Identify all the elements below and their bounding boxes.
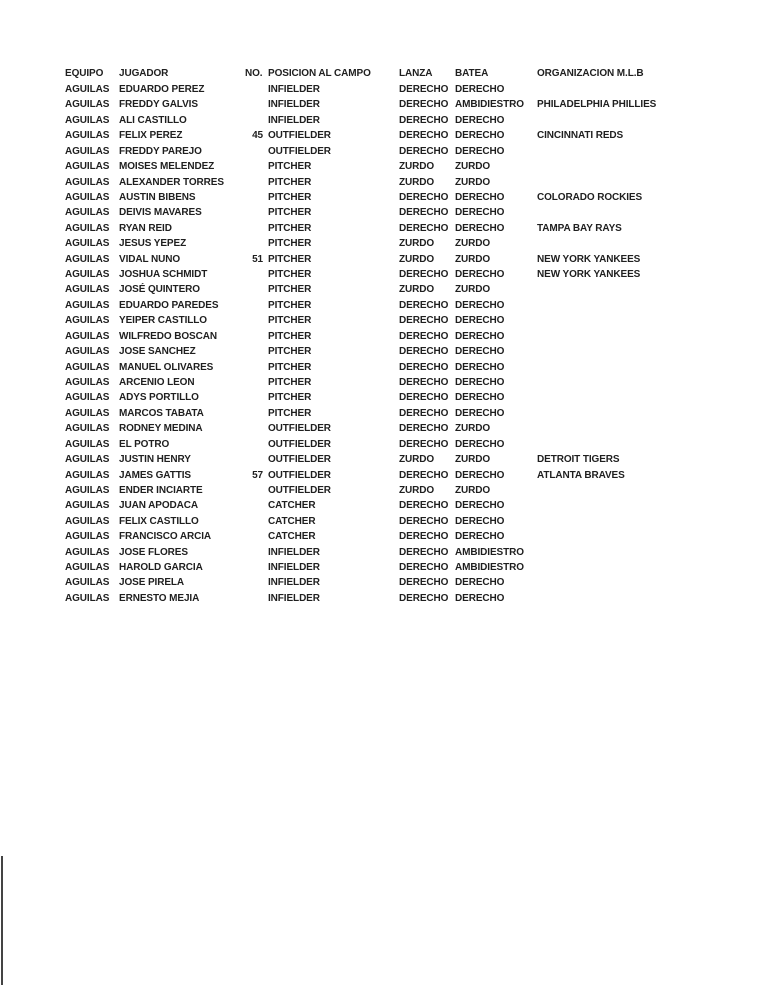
cell-jugador: EDUARDO PEREZ xyxy=(119,84,205,95)
cell-bats: DERECHO xyxy=(455,438,505,450)
cell-equipo: AGUILAS xyxy=(65,469,110,481)
cell-bats: DERECHO xyxy=(455,114,505,126)
table-row xyxy=(0,575,768,590)
column-header-batea: BATEA xyxy=(455,68,489,79)
table-row xyxy=(0,267,768,282)
cell-throws: DERECHO xyxy=(399,330,449,342)
cell-bats: AMBIDIESTRO xyxy=(455,546,524,558)
table-row xyxy=(0,437,768,452)
table-row xyxy=(0,452,768,467)
cell-bats: DERECHO xyxy=(455,84,505,95)
cell-position: INFIELDER xyxy=(268,577,320,589)
cell-throws: DERECHO xyxy=(399,546,449,558)
cell-position: PITCHER xyxy=(268,222,312,234)
cell-bats: ZURDO xyxy=(455,238,491,250)
cell-equipo: AGUILAS xyxy=(65,500,110,512)
cell-throws: DERECHO xyxy=(399,114,449,126)
cell-bats: DERECHO xyxy=(455,145,505,157)
cell-throws: ZURDO xyxy=(399,161,435,173)
cell-throws: DERECHO xyxy=(399,562,449,574)
cell-bats: DERECHO xyxy=(455,515,505,527)
cell-jugador: JESUS YEPEZ xyxy=(119,238,187,250)
cell-equipo: AGUILAS xyxy=(65,284,110,296)
cell-throws: DERECHO xyxy=(399,361,449,373)
cell-equipo: AGUILAS xyxy=(65,515,110,527)
cell-bats: DERECHO xyxy=(455,531,505,543)
cell-jugador: JOSE SANCHEZ xyxy=(119,346,196,358)
table-row xyxy=(0,529,768,544)
table-row xyxy=(0,282,768,297)
cell-jugador: WILFREDO BOSCAN xyxy=(119,330,217,342)
table-row xyxy=(0,128,768,143)
cell-number: 57 xyxy=(252,469,263,481)
cell-bats: DERECHO xyxy=(455,500,505,512)
cell-throws: DERECHO xyxy=(399,500,449,512)
cell-equipo: AGUILAS xyxy=(65,562,110,574)
cell-position: INFIELDER xyxy=(268,592,320,604)
table-row xyxy=(0,498,768,513)
cell-throws: DERECHO xyxy=(399,130,449,142)
cell-throws: DERECHO xyxy=(399,269,449,281)
cell-bats: DERECHO xyxy=(455,376,505,388)
cell-bats: DERECHO xyxy=(455,222,505,234)
table-row xyxy=(0,252,768,267)
cell-equipo: AGUILAS xyxy=(65,577,110,589)
cell-position: INFIELDER xyxy=(268,562,320,574)
cell-bats: DERECHO xyxy=(455,592,505,604)
cell-equipo: AGUILAS xyxy=(65,161,110,173)
cell-jugador: JOSE FLORES xyxy=(119,546,188,558)
cell-equipo: AGUILAS xyxy=(65,238,110,250)
cell-bats: DERECHO xyxy=(455,330,505,342)
cell-jugador: EL POTRO xyxy=(119,438,170,450)
cell-jugador: VIDAL NUNO xyxy=(119,253,181,265)
cell-organization: PHILADELPHIA PHILLIES xyxy=(537,99,657,111)
cell-throws: DERECHO xyxy=(399,407,449,419)
cell-equipo: AGUILAS xyxy=(65,222,110,234)
column-header-equipo: EQUIPO xyxy=(65,68,104,79)
cell-bats: DERECHO xyxy=(455,299,505,311)
cell-equipo: AGUILAS xyxy=(65,546,110,558)
cell-throws: DERECHO xyxy=(399,515,449,527)
cell-jugador: JUSTIN HENRY xyxy=(119,454,191,466)
cell-jugador: JOSE PIRELA xyxy=(119,577,185,589)
cell-equipo: AGUILAS xyxy=(65,407,110,419)
cell-bats: DERECHO xyxy=(455,346,505,358)
cell-bats: ZURDO xyxy=(455,161,491,173)
table-row xyxy=(0,97,768,112)
cell-equipo: AGUILAS xyxy=(65,99,110,111)
cell-throws: DERECHO xyxy=(399,469,449,481)
cell-equipo: AGUILAS xyxy=(65,191,110,203)
table-row xyxy=(0,468,768,483)
cell-bats: DERECHO xyxy=(455,407,505,419)
cell-throws: DERECHO xyxy=(399,376,449,388)
table-row xyxy=(0,560,768,575)
cell-jugador: JUAN APODACA xyxy=(119,500,198,512)
column-header-organizacion: ORGANIZACION M.L.B xyxy=(537,68,644,79)
cell-equipo: AGUILAS xyxy=(65,423,110,435)
cell-bats: ZURDO xyxy=(455,454,491,466)
cell-organization: COLORADO ROCKIES xyxy=(537,191,643,203)
table-row xyxy=(0,483,768,498)
cell-jugador: JAMES GATTIS xyxy=(119,469,191,481)
cell-bats: DERECHO xyxy=(455,392,505,404)
cell-throws: ZURDO xyxy=(399,484,435,496)
table-row xyxy=(0,236,768,251)
cell-position: OUTFIELDER xyxy=(268,484,331,496)
cell-bats: AMBIDIESTRO xyxy=(455,99,524,111)
cell-position: OUTFIELDER xyxy=(268,145,331,157)
cell-jugador: FELIX CASTILLO xyxy=(119,515,199,527)
cell-jugador: JOSHUA SCHMIDT xyxy=(119,269,208,281)
cell-bats: DERECHO xyxy=(455,469,505,481)
cell-equipo: AGUILAS xyxy=(65,531,110,543)
cell-position: OUTFIELDER xyxy=(268,469,331,481)
cell-equipo: AGUILAS xyxy=(65,269,110,281)
table-row xyxy=(0,421,768,436)
cell-jugador: RODNEY MEDINA xyxy=(119,423,203,435)
cell-position: INFIELDER xyxy=(268,99,320,111)
table-row xyxy=(0,190,768,205)
cell-position: PITCHER xyxy=(268,284,312,296)
cell-equipo: AGUILAS xyxy=(65,392,110,404)
cell-jugador: MARCOS TABATA xyxy=(119,407,204,419)
cell-throws: DERECHO xyxy=(399,222,449,234)
cell-throws: ZURDO xyxy=(399,284,435,296)
table-row xyxy=(0,298,768,313)
cell-position: PITCHER xyxy=(268,392,312,404)
cell-throws: DERECHO xyxy=(399,299,449,311)
cell-position: PITCHER xyxy=(268,361,312,373)
cell-throws: DERECHO xyxy=(399,191,449,203)
cell-equipo: AGUILAS xyxy=(65,130,110,142)
cell-organization: ATLANTA BRAVES xyxy=(537,469,625,481)
cell-number: 45 xyxy=(252,130,263,142)
cell-position: PITCHER xyxy=(268,191,312,203)
cell-position: OUTFIELDER xyxy=(268,454,331,466)
cell-organization: NEW YORK YANKEES xyxy=(537,269,641,281)
cell-jugador: HAROLD GARCIA xyxy=(119,562,203,574)
cell-organization: TAMPA BAY RAYS xyxy=(537,222,622,234)
cell-throws: ZURDO xyxy=(399,238,435,250)
cell-bats: DERECHO xyxy=(455,315,505,327)
cell-bats: DERECHO xyxy=(455,269,505,281)
cell-position: CATCHER xyxy=(268,531,316,543)
table-row xyxy=(0,221,768,236)
cell-throws: DERECHO xyxy=(399,145,449,157)
cell-jugador: FELIX PEREZ xyxy=(119,130,183,142)
column-header-jugador: JUGADOR xyxy=(119,68,169,79)
cell-equipo: AGUILAS xyxy=(65,207,110,219)
cell-position: PITCHER xyxy=(268,407,312,419)
cell-organization: DETROIT TIGERS xyxy=(537,454,620,466)
cell-equipo: AGUILAS xyxy=(65,376,110,388)
cell-organization: CINCINNATI REDS xyxy=(537,130,624,142)
cell-position: PITCHER xyxy=(268,238,312,250)
cell-position: PITCHER xyxy=(268,161,312,173)
cell-jugador: ALEXANDER TORRES xyxy=(119,176,224,188)
cell-jugador: DEIVIS MAVARES xyxy=(119,207,202,219)
cell-jugador: YEIPER CASTILLO xyxy=(119,315,207,327)
cell-position: PITCHER xyxy=(268,346,312,358)
cell-position: CATCHER xyxy=(268,500,316,512)
table-row xyxy=(0,591,768,606)
table-row xyxy=(0,329,768,344)
cell-jugador: FRANCISCO ARCIA xyxy=(119,531,212,543)
cell-throws: DERECHO xyxy=(399,392,449,404)
cell-throws: ZURDO xyxy=(399,253,435,265)
cell-organization: NEW YORK YANKEES xyxy=(537,253,641,265)
cell-bats: ZURDO xyxy=(455,484,491,496)
column-header-posicion: POSICION AL CAMPO xyxy=(268,68,371,79)
cell-jugador: MANUEL OLIVARES xyxy=(119,361,214,373)
cell-throws: DERECHO xyxy=(399,438,449,450)
table-row xyxy=(0,390,768,405)
scan-artifact-line xyxy=(1,856,3,985)
cell-equipo: AGUILAS xyxy=(65,253,110,265)
cell-throws: DERECHO xyxy=(399,577,449,589)
cell-jugador: ERNESTO MEJIA xyxy=(119,592,200,604)
cell-bats: ZURDO xyxy=(455,284,491,296)
table-row xyxy=(0,144,768,159)
cell-throws: DERECHO xyxy=(399,315,449,327)
cell-bats: ZURDO xyxy=(455,176,491,188)
cell-position: PITCHER xyxy=(268,207,312,219)
cell-equipo: AGUILAS xyxy=(65,145,110,157)
cell-bats: ZURDO xyxy=(455,423,491,435)
cell-jugador: AUSTIN BIBENS xyxy=(119,191,196,203)
cell-position: CATCHER xyxy=(268,515,316,527)
cell-equipo: AGUILAS xyxy=(65,84,110,95)
cell-bats: DERECHO xyxy=(455,577,505,589)
cell-jugador: ADYS PORTILLO xyxy=(119,392,199,404)
column-header-lanza: LANZA xyxy=(399,68,433,79)
cell-position: PITCHER xyxy=(268,269,312,281)
cell-position: PITCHER xyxy=(268,330,312,342)
table-row xyxy=(0,514,768,529)
cell-position: PITCHER xyxy=(268,253,312,265)
table-row xyxy=(0,375,768,390)
cell-equipo: AGUILAS xyxy=(65,454,110,466)
cell-position: INFIELDER xyxy=(268,114,320,126)
table-row xyxy=(0,82,768,97)
cell-throws: DERECHO xyxy=(399,346,449,358)
cell-throws: ZURDO xyxy=(399,454,435,466)
cell-bats: DERECHO xyxy=(455,361,505,373)
cell-position: OUTFIELDER xyxy=(268,130,331,142)
table-row xyxy=(0,205,768,220)
cell-jugador: RYAN REID xyxy=(119,222,172,234)
cell-equipo: AGUILAS xyxy=(65,176,110,188)
cell-throws: DERECHO xyxy=(399,423,449,435)
table-row xyxy=(0,175,768,190)
cell-jugador: ARCENIO LEON xyxy=(119,376,195,388)
cell-equipo: AGUILAS xyxy=(65,361,110,373)
cell-jugador: EDUARDO PAREDES xyxy=(119,299,219,311)
cell-position: PITCHER xyxy=(268,315,312,327)
cell-equipo: AGUILAS xyxy=(65,114,110,126)
cell-position: OUTFIELDER xyxy=(268,423,331,435)
cell-throws: DERECHO xyxy=(399,207,449,219)
column-header-numero: NO. xyxy=(245,68,263,79)
cell-bats: DERECHO xyxy=(455,207,505,219)
cell-equipo: AGUILAS xyxy=(65,346,110,358)
cell-position: OUTFIELDER xyxy=(268,438,331,450)
cell-throws: DERECHO xyxy=(399,592,449,604)
cell-jugador: JOSÉ QUINTERO xyxy=(119,284,200,296)
cell-position: PITCHER xyxy=(268,299,312,311)
table-row xyxy=(0,159,768,174)
cell-throws: ZURDO xyxy=(399,176,435,188)
table-row xyxy=(0,360,768,375)
table-row xyxy=(0,545,768,560)
table-row xyxy=(0,313,768,328)
table-row xyxy=(0,344,768,359)
cell-equipo: AGUILAS xyxy=(65,299,110,311)
table-row xyxy=(0,406,768,421)
table-header-row xyxy=(0,66,768,81)
table-row xyxy=(0,113,768,128)
cell-throws: DERECHO xyxy=(399,84,449,95)
cell-equipo: AGUILAS xyxy=(65,484,110,496)
cell-bats: DERECHO xyxy=(455,130,505,142)
cell-throws: DERECHO xyxy=(399,99,449,111)
cell-throws: DERECHO xyxy=(399,531,449,543)
cell-bats: ZURDO xyxy=(455,253,491,265)
cell-bats: AMBIDIESTRO xyxy=(455,562,524,574)
cell-number: 51 xyxy=(252,253,263,265)
cell-equipo: AGUILAS xyxy=(65,592,110,604)
cell-jugador: ALI CASTILLO xyxy=(119,114,187,126)
cell-bats: DERECHO xyxy=(455,191,505,203)
cell-position: INFIELDER xyxy=(268,546,320,558)
cell-position: INFIELDER xyxy=(268,84,320,95)
cell-position: PITCHER xyxy=(268,176,312,188)
cell-jugador: MOISES MELENDEZ xyxy=(119,161,215,173)
cell-jugador: FREDDY GALVIS xyxy=(119,99,198,111)
cell-equipo: AGUILAS xyxy=(65,315,110,327)
cell-equipo: AGUILAS xyxy=(65,438,110,450)
cell-jugador: FREDDY PAREJO xyxy=(119,145,202,157)
cell-position: PITCHER xyxy=(268,376,312,388)
cell-jugador: ENDER INCIARTE xyxy=(119,484,203,496)
cell-equipo: AGUILAS xyxy=(65,330,110,342)
